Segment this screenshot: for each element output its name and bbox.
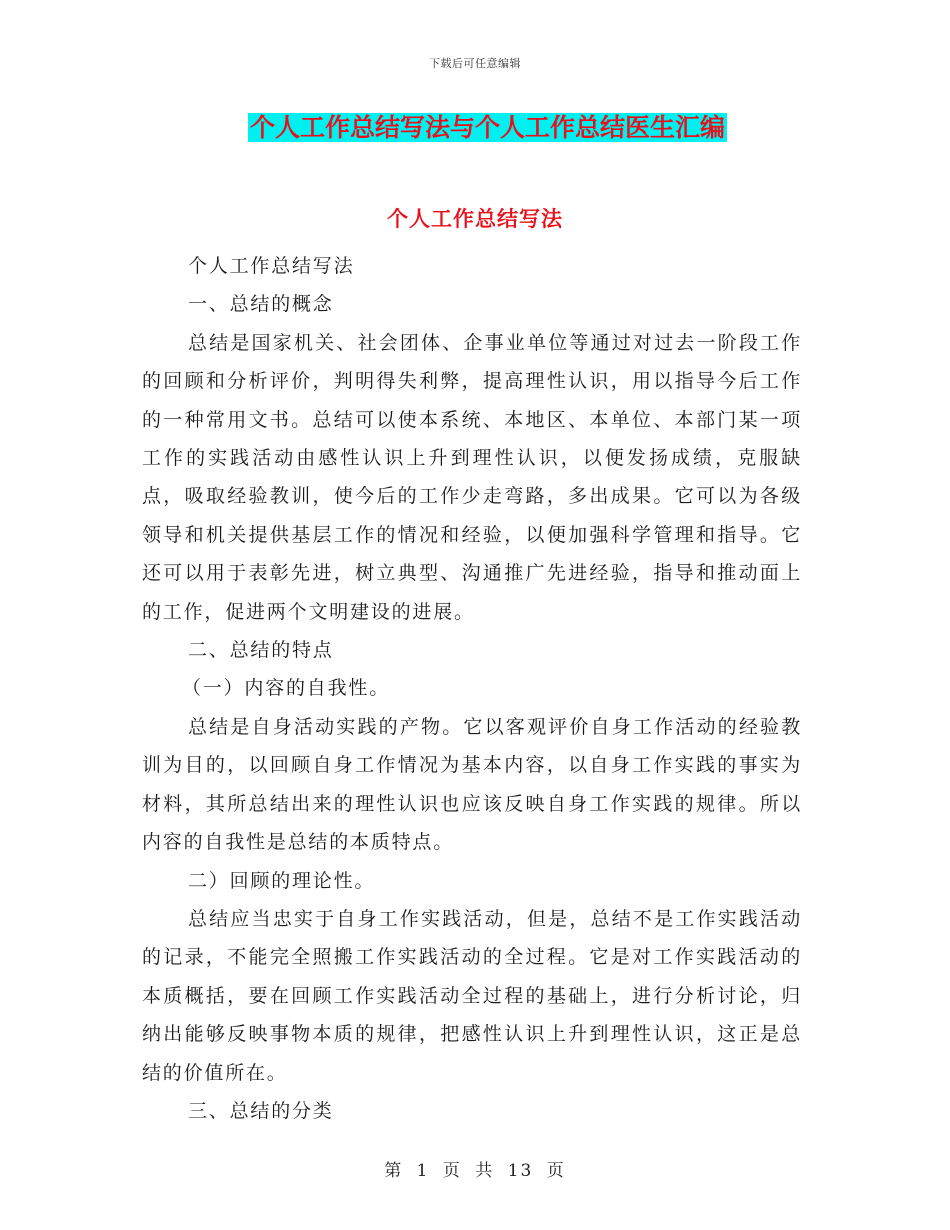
main-title-highlight: 个人工作总结写法与个人工作总结医生汇编 xyxy=(250,113,726,142)
paragraph-subtitle: 个人工作总结写法 xyxy=(188,255,355,277)
heading-concept: 一、总结的概念 xyxy=(188,293,334,316)
main-title xyxy=(248,112,727,144)
heading-features: 二、总结的特点 xyxy=(188,639,334,662)
subheading-self: （一）内容的自我性。 xyxy=(182,677,391,700)
document-body xyxy=(142,247,802,1130)
heading-classification: 三、总结的分类 xyxy=(188,1099,334,1122)
paragraph-self: 总结是自身活动实践的产物。它以客观评价自身工作活动的经验教训为目的，以回顾自身工作情况为基本内容，以自身工作实践的事实为材料，其所总结出来的理性认识也应该反映自身工作实践的规律。所以内容的自我性是总结的本质特点。 xyxy=(142,715,802,854)
page-footer: 第 1 页 共 13 页 xyxy=(384,1161,566,1181)
paragraph-concept: 总结是国家机关、社会团体、企事业单位等通过对过去一阶段工作的回顾和分析评价，判明得失利弊，提高理性认识，用以指导今后工作的一种常用文书。总结可以使本系统、本地区、本单位、本部门某一项工作的实践活动由感性认识上升到理性认识，以便发扬成绩，克服缺点，吸取经验教训，使今后的工作少走弯路，多出成果。它可以为各级领导和机关提供基层工作的情况和经验，以便加强科学管理和指导。它还可以用于表彰先进，树立典型、沟通推广先进经验，指导和推动面上的工作，促进两个文明建设的进展。 xyxy=(142,331,802,623)
subheading-theory: 二）回顾的理论性。 xyxy=(188,869,376,892)
section-title: 个人工作总结写法 xyxy=(387,206,563,231)
header-note: 下载后可任意编辑 xyxy=(429,57,521,70)
paragraph-theory: 总结应当忠实于自身工作实践活动，但是，总结不是工作实践活动的记录，不能完全照搬工作实践活动的全过程。它是对工作实践活动的本质概括，要在回顾工作实践活动全过程的基础上，进行分析讨论，归纳出能够反映事物本质的规律，把感性认识上升到理性认识，这正是总结的价值所在。 xyxy=(142,907,802,1084)
